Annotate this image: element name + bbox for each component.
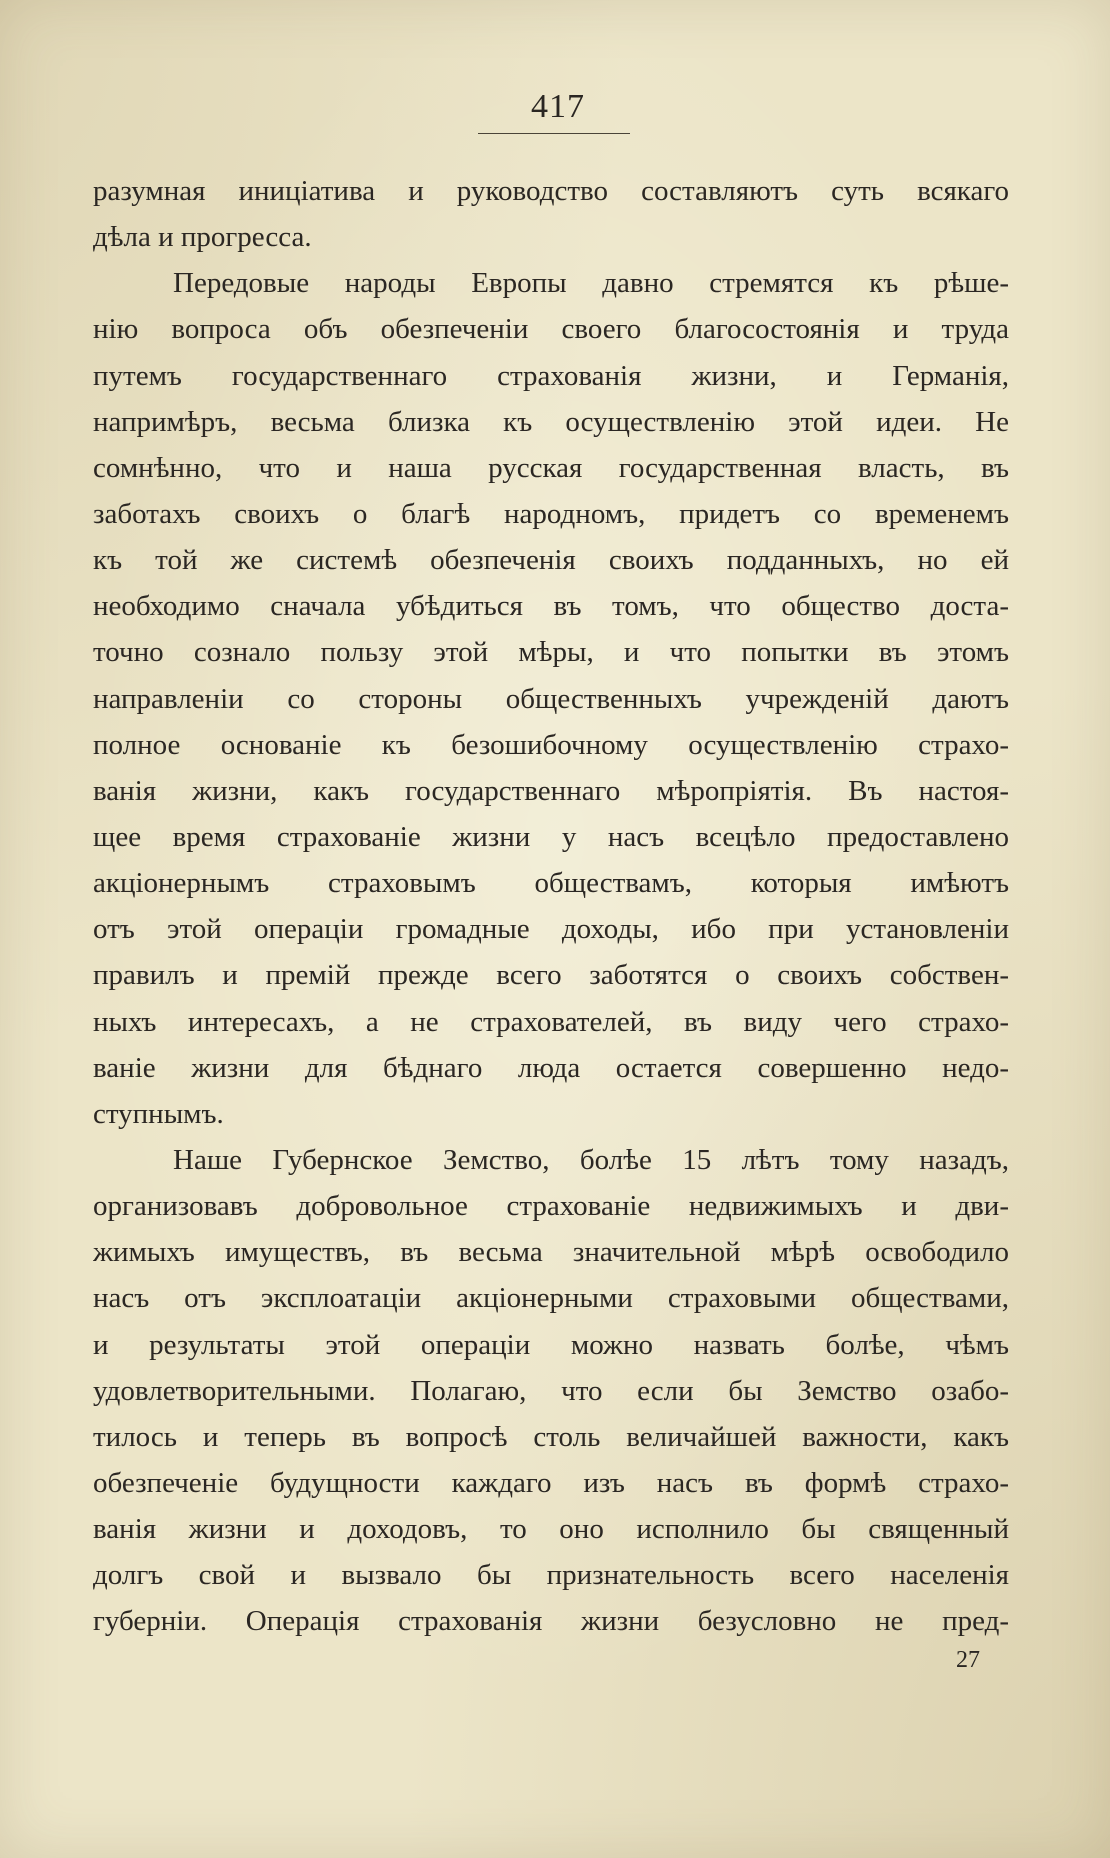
text-line: ныхъ интересахъ, а не страхователей, въ виду чего страхо- <box>93 1005 1009 1038</box>
text-line: ваніе жизни для бѣднаго люда остается совершенно недо- <box>93 1051 1009 1084</box>
signature-mark: 27 <box>956 1647 980 1673</box>
text-line: тилось и теперь въ вопросѣ столь величайшей важности, какъ <box>93 1420 1009 1453</box>
text-line: дѣла и прогресса. <box>93 221 312 254</box>
text-line: къ той же системѣ обезпеченія своихъ подданныхъ, но ей <box>93 544 1009 577</box>
text-line: нію вопроса объ обезпеченіи своего благосостоянія и труда <box>93 313 1009 346</box>
text-line: ванія жизни, какъ государственнаго мѣропріятія. Въ настоя- <box>93 774 1009 807</box>
text-line: щее время страхованіе жизни у насъ всецѣло предоставлено <box>93 820 1009 853</box>
text-line: необходимо сначала убѣдиться въ томъ, что общество доста- <box>93 590 1009 623</box>
page-number: 417 <box>531 88 585 125</box>
text-line: жимыхъ имуществъ, въ весьма значительной мѣрѣ освободило <box>93 1236 1009 1269</box>
text-line: долгъ свой и вызвало бы признательность всего населенія <box>93 1559 1009 1592</box>
text-line: обезпеченіе будущности каждаго изъ насъ въ формѣ страхо- <box>93 1466 1009 1499</box>
text-line: губерніи. Операція страхованія жизни безусловно не пред- <box>93 1605 1009 1638</box>
text-line: отъ этой операціи громадные доходы, ибо при установленіи <box>93 913 1009 946</box>
text-line: Передовые народы Европы давно стремятся къ рѣше- <box>173 267 1009 300</box>
text-line: напримѣръ, весьма близка къ осуществленію этой идеи. Не <box>93 405 1009 438</box>
text-line: точно сознало пользу этой мѣры, и что попытки въ этомъ <box>93 636 1009 669</box>
header-rule <box>478 133 630 134</box>
text-line: сомнѣнно, что и наша русская государственная власть, въ <box>93 451 1009 484</box>
text-line: правилъ и премій прежде всего заботятся о своихъ собствен- <box>93 959 1009 992</box>
body-text <box>93 168 1009 1645</box>
text-line: разумная иниціатива и руководство составляютъ суть всякаго <box>93 175 1009 207</box>
text-line: ванія жизни и доходовъ, то оно исполнило бы священный <box>93 1513 1009 1546</box>
text-line: полное основаніе къ безошибочному осуществленію страхо- <box>93 728 1009 761</box>
text-line: ступнымъ. <box>93 1097 224 1130</box>
text-line: путемъ государственнаго страхованія жизни, и Германія, <box>93 359 1009 392</box>
text-line: акціонернымъ страховымъ обществамъ, которыя имѣютъ <box>93 867 1009 900</box>
text-line: удовлетворительными. Полагаю, что если бы Земство озабо- <box>93 1374 1009 1407</box>
text-line: организовавъ добровольное страхованіе недвижимыхъ и дви- <box>93 1190 1009 1223</box>
text-line: Наше Губернское Земство, болѣе 15 лѣтъ тому назадъ, <box>173 1143 1009 1176</box>
text-line: направленіи со стороны общественныхъ учрежденій даютъ <box>93 682 1009 715</box>
text-line: заботахъ своихъ о благѣ народномъ, придетъ со временемъ <box>93 497 1009 530</box>
text-line: и результаты этой операціи можно назвать болѣе, чѣмъ <box>93 1328 1009 1361</box>
text-line: насъ отъ эксплоатаціи акціонерными страховыми обществами, <box>93 1282 1009 1315</box>
